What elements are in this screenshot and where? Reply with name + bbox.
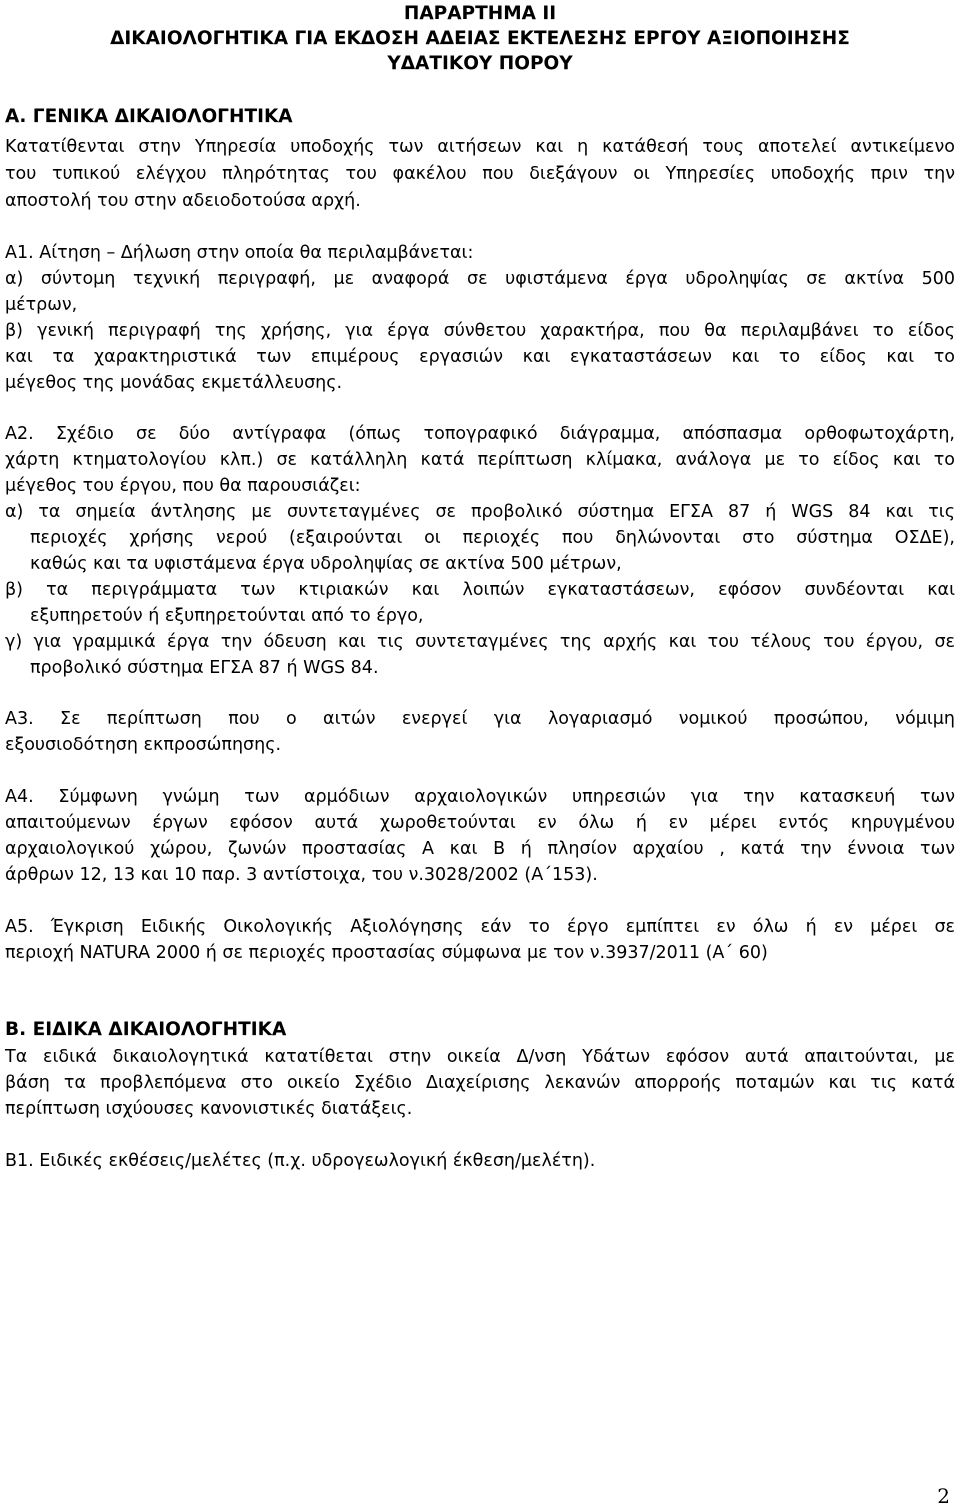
section-b-intro-line: βάση τα προβλεπόμενα στο οικείο Σχέδιο Διαχείρισης λεκανών απορροής ποταμών και τις κατά [5,1073,955,1093]
item-a1-line: και τα χαρακτηριστικά των επιμέρους εργασιών και εγκαταστάσεων και το είδος και το [5,347,955,367]
item-a2-line: γ) για γραμμικά έργα την όδευση και τις συντεταγμένες της αρχής και του τέλους του έργου, σε [5,632,955,652]
item-a2-line: προβολικό σύστημα ΕΓΣΑ 87 ή WGS 84. [30,658,379,678]
annex-title: ΠΑΡΑΡΤΗΜΑ ΙΙ [403,3,557,24]
item-a1-line: β) γενική περιγραφή της χρήσης, για έργα σύνθετου χαρακτήρα, που θα περιλαμβάνει το είδος [5,321,955,341]
section-b-intro-line: περίπτωση ισχύουσες κανονιστικές διατάξεις. [5,1099,413,1119]
item-a2-line: εξυπηρετούν ή εξυπηρετούνται από το έργο, [30,606,424,626]
page-number: 2 [937,1484,950,1508]
section-b-heading: Β. ΕΙΔΙΚΑ ΔΙΚΑΙΟΛΟΓΗΤΙΚΑ [5,1019,287,1040]
item-a2-line: α) τα σημεία άντλησης με συντεταγμένες σε προβολικό σύστημα ΕΓΣΑ 87 ή WGS 84 και τις [5,502,955,522]
item-a2-line: καθώς και τα υφιστάμενα έργα υδροληψίας σε ακτίνα 500 μέτρων, [30,554,622,574]
item-a5-line: περιοχή NATURA 2000 ή σε περιοχές προστασίας σύμφωνα με τον ν.3937/2011 (Α΄ 60) [5,943,768,963]
item-a1-line: Α1. Αίτηση – Δήλωση στην οποία θα περιλαμβάνεται: [5,243,474,263]
item-a1-line: μέτρων, [5,295,78,315]
item-a3-line: Α3. Σε περίπτωση που ο αιτών ενεργεί για λογαριασμό νομικού προσώπου, νόμιμη [5,709,955,729]
section-a-heading: Α. ΓΕΝΙΚΑ ΔΙΚΑΙΟΛΟΓΗΤΙΚΑ [5,106,293,127]
item-a2-line: Α2. Σχέδιο σε δύο αντίγραφα (όπως τοπογραφικό διάγραμμα, απόσπασμα ορθοφωτοχάρτη, [5,424,955,444]
section-b-intro-line: Τα ειδικά δικαιολογητικά κατατίθεται στην οικεία Δ/νση Υδάτων εφόσον αυτά απαιτούνται, με [5,1047,955,1067]
item-a4-line: Α4. Σύμφωνη γνώμη των αρμόδιων αρχαιολογικών υπηρεσιών για την κατασκευή των [5,787,955,807]
item-a5-line: Α5. Έγκριση Ειδικής Οικολογικής Αξιολόγησης εάν το έργο εμπίπτει εν όλω ή εν μέρει σε [5,917,955,937]
item-a4-line: άρθρων 12, 13 και 10 παρ. 3 αντίστοιχα, του ν.3028/2002 (Α΄153). [5,865,598,885]
document-title-line-2: ΥΔΑΤΙΚΟΥ ΠΟΡΟΥ [387,53,573,74]
document-title-line-1: ΔΙΚΑΙΟΛΟΓΗΤΙΚΑ ΓΙΑ ΕΚΔΟΣΗ ΑΔΕΙΑΣ ΕΚΤΕΛΕΣΗΣ ΕΡΓΟΥ ΑΞΙΟΠΟΙΗΣΗΣ [110,28,850,49]
item-a2-line: μέγεθος του έργου, που θα παρουσιάζει: [5,476,361,496]
item-a1-line: μέγεθος της μονάδας εκμετάλλευσης. [5,373,343,393]
item-a4-line: αρχαιολογικού χώρου, ζωνών προστασίας Α και Β ή πλησίον αρχαίου , κατά την έννοια των [5,839,955,859]
item-b1-line: Β1. Ειδικές εκθέσεις/μελέτες (π.χ. υδρογεωλογική έκθεση/μελέτη). [5,1151,596,1171]
item-a1-line: α) σύντομη τεχνική περιγραφή, με αναφορά σε υφιστάμενα έργα υδροληψίας σε ακτίνα 500 [5,269,955,289]
item-a4-line: απαιτούμενων έργων εφόσον αυτά χωροθετούνται εν όλω ή εν μέρει εντός κηρυγμένου [5,813,955,833]
item-a2-line: β) τα περιγράμματα των κτιριακών και λοιπών εγκαταστάσεων, εφόσον συνδέονται και [5,580,955,600]
item-a2-line: χάρτη κτηματολογίου κλπ.) σε κατάλληλη κατά περίπτωση κλίμακα, ανάλογα με το είδος και το [5,450,955,470]
section-a-intro-line: αποστολή του στην αδειοδοτούσα αρχή. [5,191,361,211]
section-a-intro-line: Κατατίθενται στην Υπηρεσία υποδοχής των αιτήσεων και η κατάθεσή τους αποτελεί αντικείμενο [5,137,955,157]
item-a3-line: εξουσιοδότηση εκπροσώπησης. [5,735,282,755]
section-a-intro-line: του τυπικού ελέγχου πληρότητας του φακέλου που διεξάγουν οι Υπηρεσίες υποδοχής πριν την [5,164,955,184]
item-a2-line: περιοχές χρήσης νερού (εξαιρούνται οι περιοχές που δηλώνονται στο σύστημα ΟΣΔΕ), [30,528,955,548]
